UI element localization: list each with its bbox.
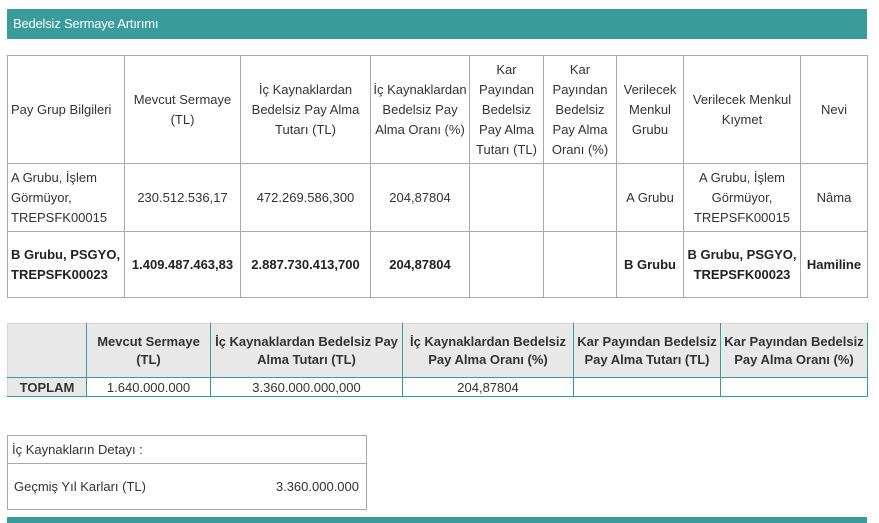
column-header: İç Kaynaklardan Bedelsiz Pay Alma Tutarı (TL) bbox=[241, 56, 371, 164]
cell-profit-rate bbox=[544, 232, 617, 298]
detail-value: 3.360.000.000 bbox=[208, 464, 367, 510]
table-row bbox=[8, 232, 868, 298]
cell-capital: 230.512.536,17 bbox=[125, 164, 241, 232]
cell-security-group: B Grubu bbox=[617, 232, 684, 298]
column-header: İç Kaynaklardan Bedelsiz Pay Alma Oranı (%) bbox=[371, 56, 470, 164]
cell-profit-amount bbox=[470, 232, 544, 298]
total-row bbox=[8, 378, 868, 397]
blank-header bbox=[8, 324, 87, 378]
cell-security-group: A Grubu bbox=[617, 164, 684, 232]
column-header: Kar Payından Bedelsiz Pay Alma Oranı (%) bbox=[721, 324, 868, 378]
internal-sources-detail-table bbox=[7, 435, 367, 510]
cell-type: Nâma bbox=[801, 164, 868, 232]
total-profit-rate bbox=[721, 378, 868, 397]
column-header: Verilecek Menkul Kıymet bbox=[684, 56, 801, 164]
cell-internal-amount: 2.887.730.413,700 bbox=[241, 232, 371, 298]
cell-security: B Grubu, PSGYO, TREPSFK00023 bbox=[684, 232, 801, 298]
detail-title: İç Kaynakların Detayı : bbox=[8, 436, 367, 464]
detail-title-row bbox=[8, 436, 367, 464]
column-header: Mevcut Sermaye (TL) bbox=[87, 324, 211, 378]
total-label: TOPLAM bbox=[8, 378, 87, 397]
cell-group: A Grubu, İşlem Görmüyor, TREPSFK00015 bbox=[8, 164, 125, 232]
column-header: Kar Payından Bedelsiz Pay Alma Tutarı (TL) bbox=[470, 56, 544, 164]
cell-internal-rate: 204,87804 bbox=[371, 232, 470, 298]
column-header: Kar Payından Bedelsiz Pay Alma Tutarı (TL) bbox=[574, 324, 721, 378]
column-header: Nevi bbox=[801, 56, 868, 164]
column-header: Mevcut Sermaye (TL) bbox=[125, 56, 241, 164]
cell-security: A Grubu, İşlem Görmüyor, TREPSFK00015 bbox=[684, 164, 801, 232]
column-header: Pay Grup Bilgileri bbox=[8, 56, 125, 164]
cell-profit-amount bbox=[470, 164, 544, 232]
total-internal-rate: 204,87804 bbox=[403, 378, 574, 397]
cell-type: Hamiline bbox=[801, 232, 868, 298]
cell-internal-amount: 472.269.586,300 bbox=[241, 164, 371, 232]
cell-capital: 1.409.487.463,83 bbox=[125, 232, 241, 298]
total-header-row bbox=[8, 324, 868, 378]
column-header: İç Kaynaklardan Bedelsiz Pay Alma Oranı (%) bbox=[403, 324, 574, 378]
total-capital: 1.640.000.000 bbox=[87, 378, 211, 397]
column-header: Kar Payından Bedelsiz Pay Alma Oranı (%) bbox=[544, 56, 617, 164]
column-header: Verilecek Menkul Grubu bbox=[617, 56, 684, 164]
column-header: İç Kaynaklardan Bedelsiz Pay Alma Tutarı (TL) bbox=[211, 324, 403, 378]
total-profit-amount bbox=[574, 378, 721, 397]
share-group-table bbox=[7, 55, 868, 298]
table-header-row bbox=[8, 56, 868, 164]
section-footer-bar bbox=[7, 517, 867, 523]
cell-group: B Grubu, PSGYO, TREPSFK00023 bbox=[8, 232, 125, 298]
table-row bbox=[8, 164, 868, 232]
section-title: Bedelsiz Sermaye Artırımı bbox=[7, 9, 867, 39]
cell-internal-rate: 204,87804 bbox=[371, 164, 470, 232]
detail-label: Geçmiş Yıl Karları (TL) bbox=[8, 464, 208, 510]
detail-row bbox=[8, 464, 367, 510]
total-table bbox=[7, 323, 868, 397]
cell-profit-rate bbox=[544, 164, 617, 232]
total-internal-amount: 3.360.000.000,000 bbox=[211, 378, 403, 397]
